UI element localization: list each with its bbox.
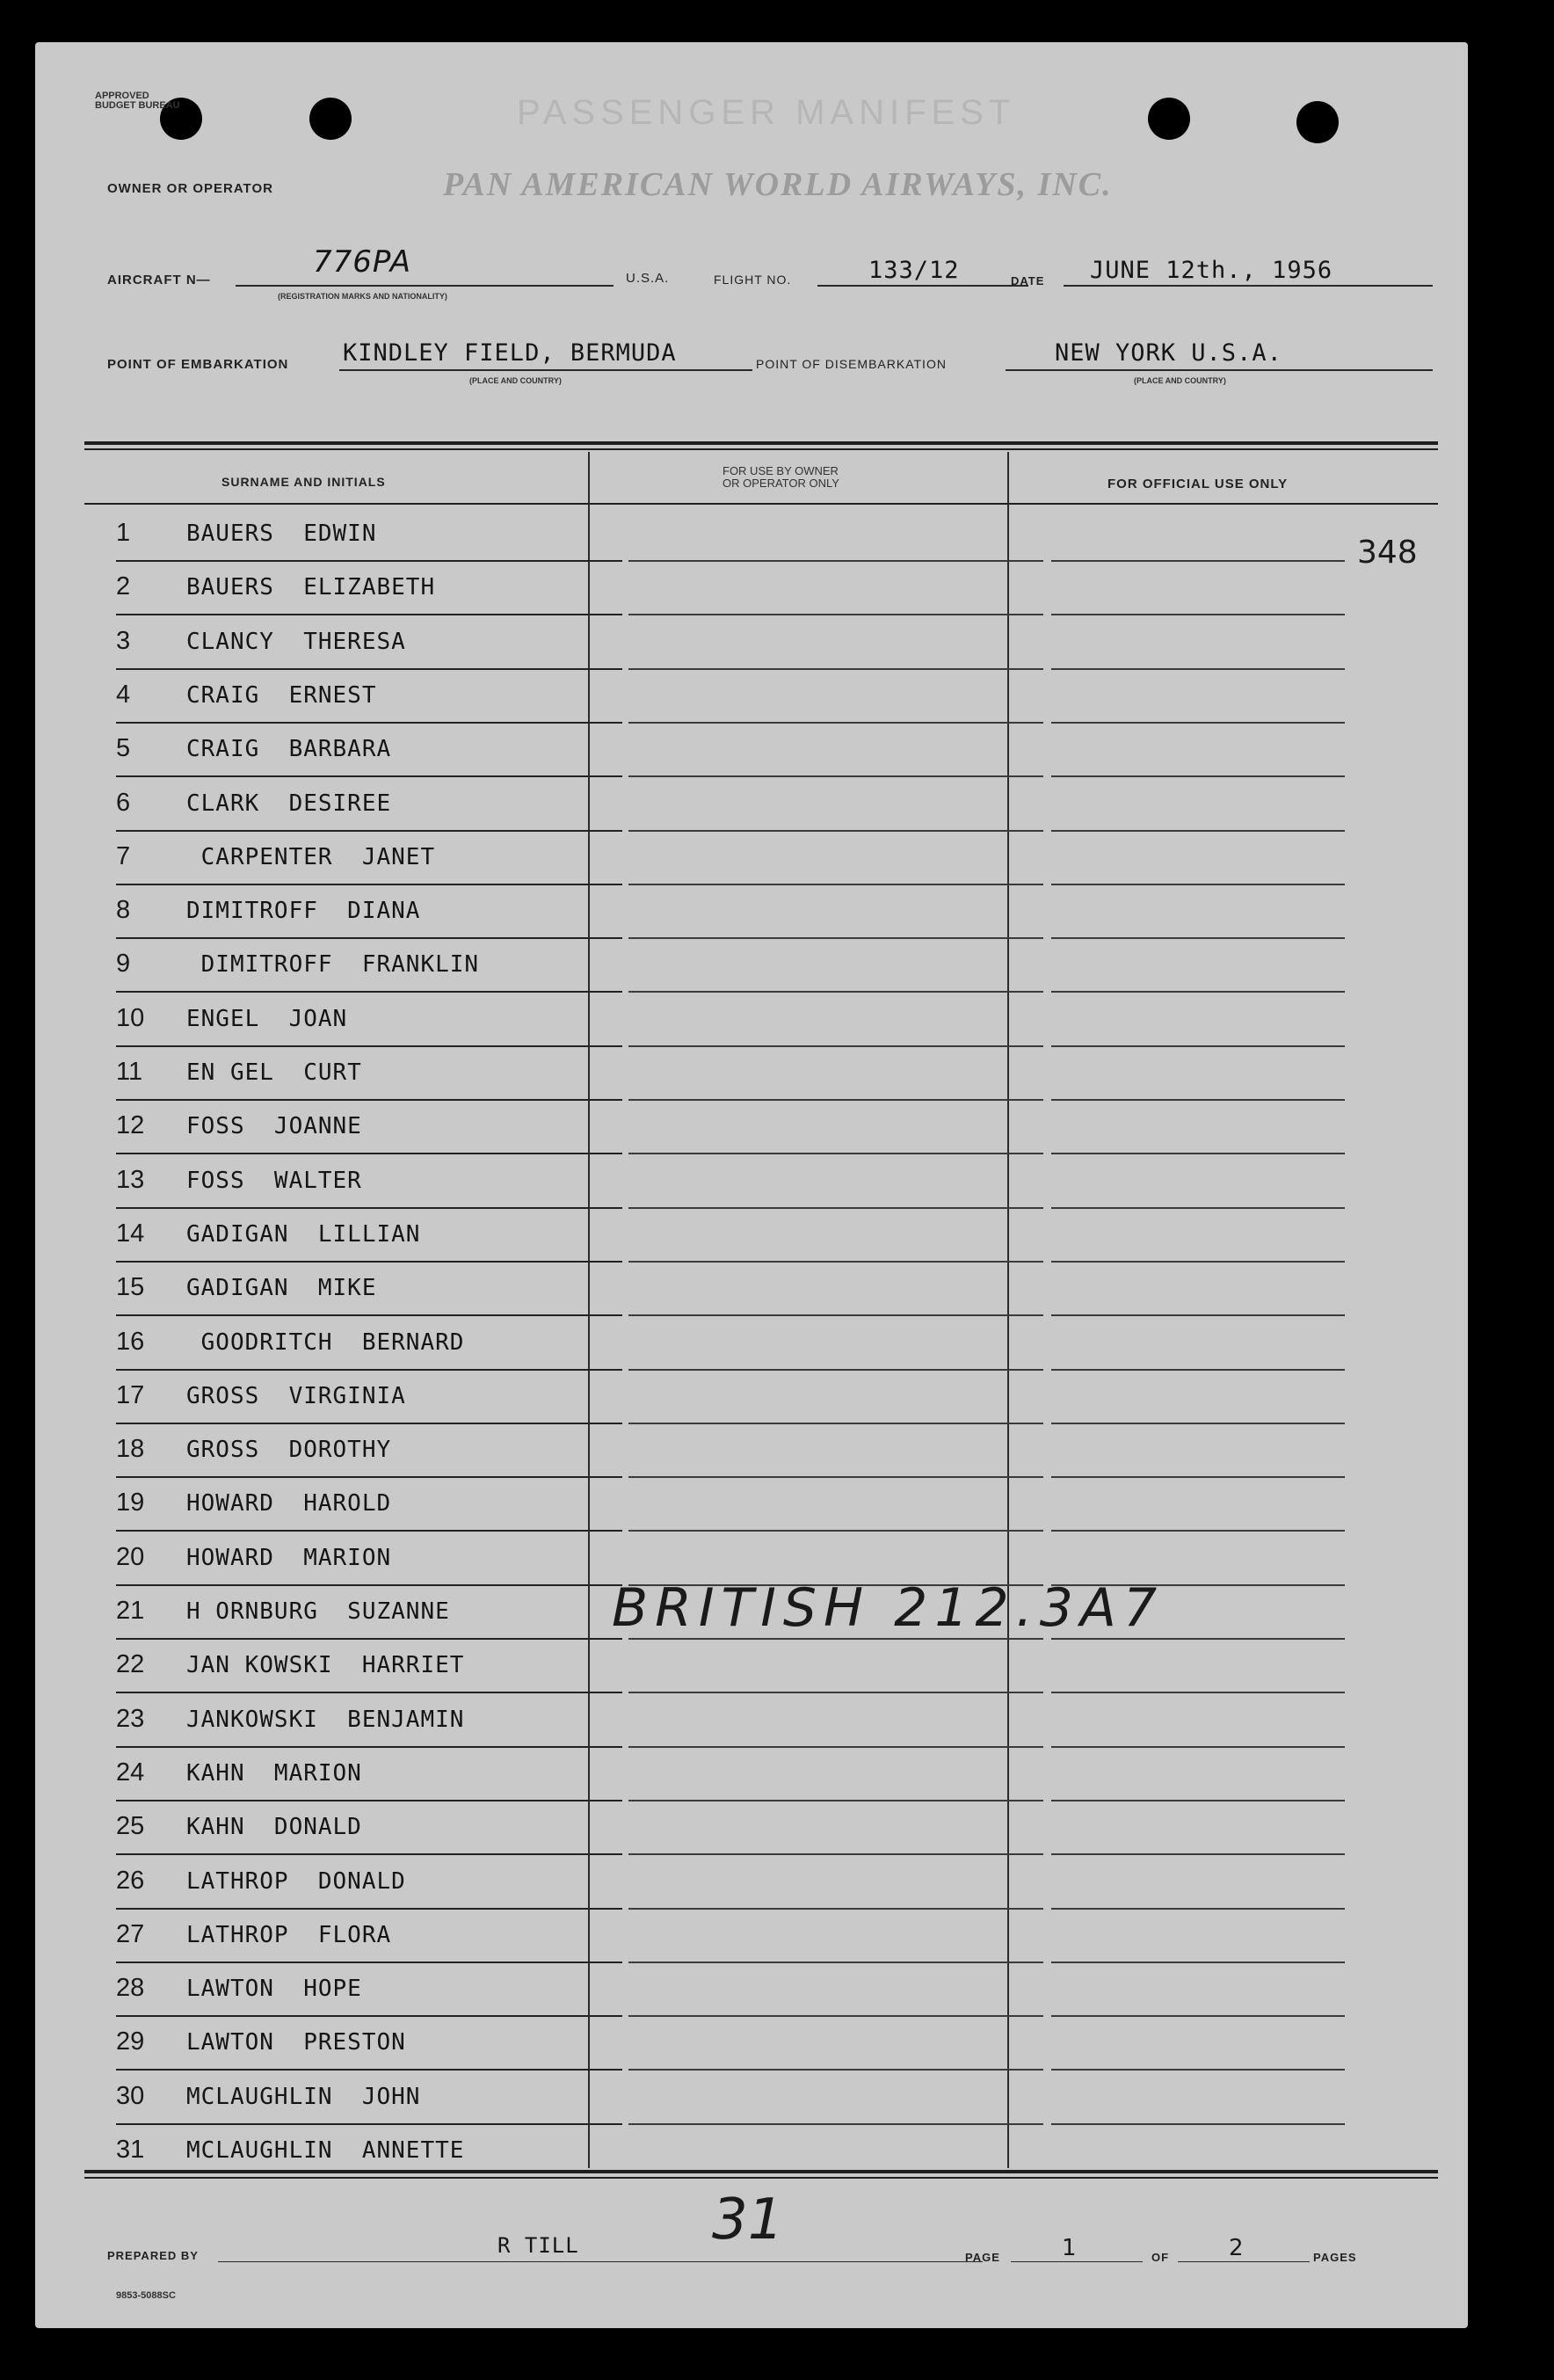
- flight-label: FLIGHT NO.: [714, 273, 792, 287]
- passenger-name: FOSS WALTER: [186, 1167, 362, 1194]
- passenger-number: 22: [116, 1650, 145, 1679]
- passenger-name: MCLAUGHLIN ANNETTE: [186, 2137, 465, 2164]
- surname-column-header: SURNAME AND INITIALS: [221, 475, 386, 489]
- passenger-row: [116, 2017, 1347, 2071]
- passenger-number: 28: [116, 1974, 145, 2003]
- prepared-by-value: R TILL: [497, 2233, 579, 2258]
- passenger-name: LATHROP DONALD: [186, 1867, 406, 1895]
- passenger-number: 7: [116, 841, 131, 870]
- passenger-number: 26: [116, 1866, 145, 1895]
- passenger-row: [116, 1101, 1347, 1154]
- date-value: JUNE 12th., 1956: [1090, 257, 1333, 284]
- embarkation-value: KINDLEY FIELD, BERMUDA: [343, 339, 677, 367]
- passenger-number: 11: [116, 1058, 143, 1086]
- passenger-name: GROSS VIRGINIA: [186, 1382, 406, 1409]
- passenger-row: [116, 1801, 1347, 1855]
- aircraft-underline: [236, 285, 614, 287]
- passenger-row: [116, 1963, 1347, 2017]
- embarkation-caption: (PLACE AND COUNTRY): [469, 376, 562, 385]
- passenger-row: [116, 562, 1347, 615]
- pages-label: PAGES: [1313, 2251, 1357, 2264]
- passenger-number: 10: [116, 1003, 145, 1032]
- page-value: 1: [1062, 2235, 1077, 2261]
- passenger-row: [116, 1209, 1347, 1263]
- passenger-row: [116, 885, 1347, 939]
- passenger-name: FOSS JOANNE: [186, 1113, 362, 1140]
- passenger-name: KAHN MARION: [186, 1759, 362, 1787]
- disembarkation-value: NEW YORK U.S.A.: [1055, 339, 1282, 367]
- registration-caption: (REGISTRATION MARKS AND NATIONALITY): [278, 292, 447, 301]
- passenger-name: ENGEL JOAN: [186, 1005, 348, 1032]
- company-name: PAN AMERICAN WORLD AIRWAYS, INC.: [443, 166, 1113, 203]
- disembarkation-caption: (PLACE AND COUNTRY): [1134, 376, 1226, 385]
- manifest-page: [35, 42, 1468, 2328]
- passenger-number: 5: [116, 734, 131, 763]
- passenger-number: 27: [116, 1919, 145, 1948]
- handwritten-total: 31: [712, 2187, 784, 2253]
- disembarkation-underline: [1006, 369, 1433, 371]
- passenger-number: 18: [116, 1435, 145, 1464]
- passenger-number: 15: [116, 1273, 145, 1302]
- date-underline: [1064, 285, 1433, 287]
- owner-use-header-line1: FOR USE BY OWNER: [723, 464, 839, 477]
- passenger-name: LAWTON HOPE: [186, 1976, 362, 2003]
- passenger-name: JAN KOWSKI HARRIET: [186, 1652, 465, 1679]
- passenger-row: [116, 616, 1347, 670]
- owner-use-header-line2: OR OPERATOR ONLY: [723, 477, 839, 490]
- passenger-number: 21: [116, 1597, 145, 1625]
- passenger-name: GOODRITCH BERNARD: [186, 1328, 465, 1356]
- passenger-number: 8: [116, 896, 131, 925]
- prepared-by-label: PREPARED BY: [107, 2249, 199, 2262]
- passenger-row: [116, 1424, 1347, 1478]
- passenger-name: HOWARD MARION: [186, 1544, 392, 1571]
- table-bottom-rule-thin: [84, 2177, 1438, 2179]
- passenger-number: 2: [116, 572, 131, 601]
- passenger-name: CRAIG ERNEST: [186, 681, 377, 709]
- handwritten-page-number: 348: [1357, 535, 1418, 571]
- passenger-row: [116, 724, 1347, 777]
- passenger-name: CRAIG BARBARA: [186, 736, 392, 763]
- of-underline: [1178, 2261, 1310, 2262]
- passenger-number: 24: [116, 1758, 145, 1787]
- passenger-row: [116, 993, 1347, 1047]
- passenger-row: [116, 1317, 1347, 1371]
- passenger-row: [116, 1478, 1347, 1532]
- passenger-number: 31: [116, 2136, 145, 2164]
- passenger-row: [116, 1748, 1347, 1801]
- official-use-header: FOR OFFICIAL USE ONLY: [1107, 477, 1289, 491]
- passenger-row: [116, 1047, 1347, 1101]
- passenger-number: 6: [116, 788, 131, 817]
- punch-hole-right-1: [1148, 98, 1190, 140]
- passenger-name: CLARK DESIREE: [186, 790, 392, 817]
- passenger-row: [116, 1371, 1347, 1424]
- passenger-name: GROSS DOROTHY: [186, 1437, 392, 1464]
- passenger-number: 1: [116, 519, 131, 547]
- passenger-row: [116, 1910, 1347, 1963]
- page-underline: [1011, 2261, 1143, 2262]
- passenger-row: [116, 508, 1347, 562]
- passenger-number: 4: [116, 680, 131, 709]
- passenger-row: [116, 1856, 1347, 1910]
- passenger-name: GADIGAN LILLIAN: [186, 1220, 421, 1248]
- passenger-number: 9: [116, 950, 131, 979]
- embarkation-label: POINT OF EMBARKATION: [107, 357, 289, 372]
- passenger-row: [116, 2071, 1347, 2125]
- passenger-name: MCLAUGHLIN JOHN: [186, 2083, 421, 2110]
- passenger-number: 20: [116, 1542, 145, 1571]
- table-bottom-rule: [84, 2170, 1438, 2173]
- passenger-row: [116, 1640, 1347, 1693]
- passenger-number: 3: [116, 626, 131, 655]
- punch-hole-right-2: [1296, 101, 1339, 143]
- passenger-name: CARPENTER JANET: [186, 843, 436, 870]
- form-code: 9853-5088SC: [116, 2290, 176, 2301]
- disembarkation-label: POINT OF DISEMBARKATION: [756, 357, 947, 371]
- passenger-row: [116, 1155, 1347, 1209]
- table-top-rule: [84, 441, 1438, 445]
- flight-underline: [817, 285, 1028, 287]
- passenger-name: CLANCY THERESA: [186, 628, 406, 655]
- passenger-row: [116, 1694, 1347, 1748]
- embarkation-underline: [339, 369, 752, 371]
- owner-label: OWNER OR OPERATOR: [107, 181, 273, 196]
- passenger-number: 30: [116, 2081, 145, 2110]
- aircraft-label: AIRCRAFT N—: [107, 273, 211, 287]
- passenger-number: 12: [116, 1111, 145, 1140]
- passenger-name: LAWTON PRESTON: [186, 2029, 406, 2056]
- passenger-number: 14: [116, 1219, 145, 1248]
- of-label: OF: [1151, 2251, 1170, 2264]
- passenger-name: GADIGAN MIKE: [186, 1275, 377, 1302]
- usa-label: U.S.A.: [626, 271, 670, 286]
- approval-stamp: APPROVED BUDGET BUREAU: [95, 91, 180, 111]
- passenger-name: KAHN DONALD: [186, 1814, 362, 1841]
- passenger-name: HOWARD HAROLD: [186, 1490, 392, 1518]
- passenger-row: [116, 1263, 1347, 1316]
- passenger-number: 23: [116, 1704, 145, 1733]
- passenger-row: [116, 832, 1347, 885]
- page-label: PAGE: [965, 2251, 1000, 2264]
- passenger-row: [116, 939, 1347, 993]
- passenger-number: 16: [116, 1327, 145, 1356]
- passenger-number: 17: [116, 1380, 145, 1409]
- table-top-rule-thin: [84, 448, 1438, 450]
- of-value: 2: [1229, 2235, 1244, 2261]
- passenger-name: EN GEL CURT: [186, 1059, 362, 1086]
- form-title: PASSENGER MANIFEST: [517, 93, 1016, 132]
- prepared-by-underline: [218, 2261, 983, 2262]
- date-label: DATE: [1011, 274, 1045, 287]
- passenger-name: BAUERS EDWIN: [186, 520, 377, 547]
- passenger-number: 25: [116, 1812, 145, 1841]
- header-bottom-rule: [84, 503, 1438, 505]
- passenger-number: 19: [116, 1488, 145, 1518]
- handwritten-british-note: BRITISH 212.3A7: [612, 1577, 1165, 1639]
- aircraft-value: 776PA: [313, 244, 411, 280]
- flight-value: 133/12: [868, 257, 960, 284]
- passenger-name: BAUERS ELIZABETH: [186, 574, 436, 601]
- passenger-name: LATHROP FLORA: [186, 1921, 392, 1948]
- passenger-row: [116, 778, 1347, 832]
- punch-hole-left-2: [309, 98, 352, 140]
- passenger-number: 13: [116, 1165, 145, 1194]
- passenger-name: DIMITROFF DIANA: [186, 898, 421, 925]
- passenger-name: DIMITROFF FRANKLIN: [186, 951, 480, 979]
- passenger-name: JANKOWSKI BENJAMIN: [186, 1706, 465, 1733]
- passenger-number: 29: [116, 2027, 145, 2056]
- passenger-name: H ORNBURG SUZANNE: [186, 1598, 450, 1625]
- passenger-row: [116, 670, 1347, 724]
